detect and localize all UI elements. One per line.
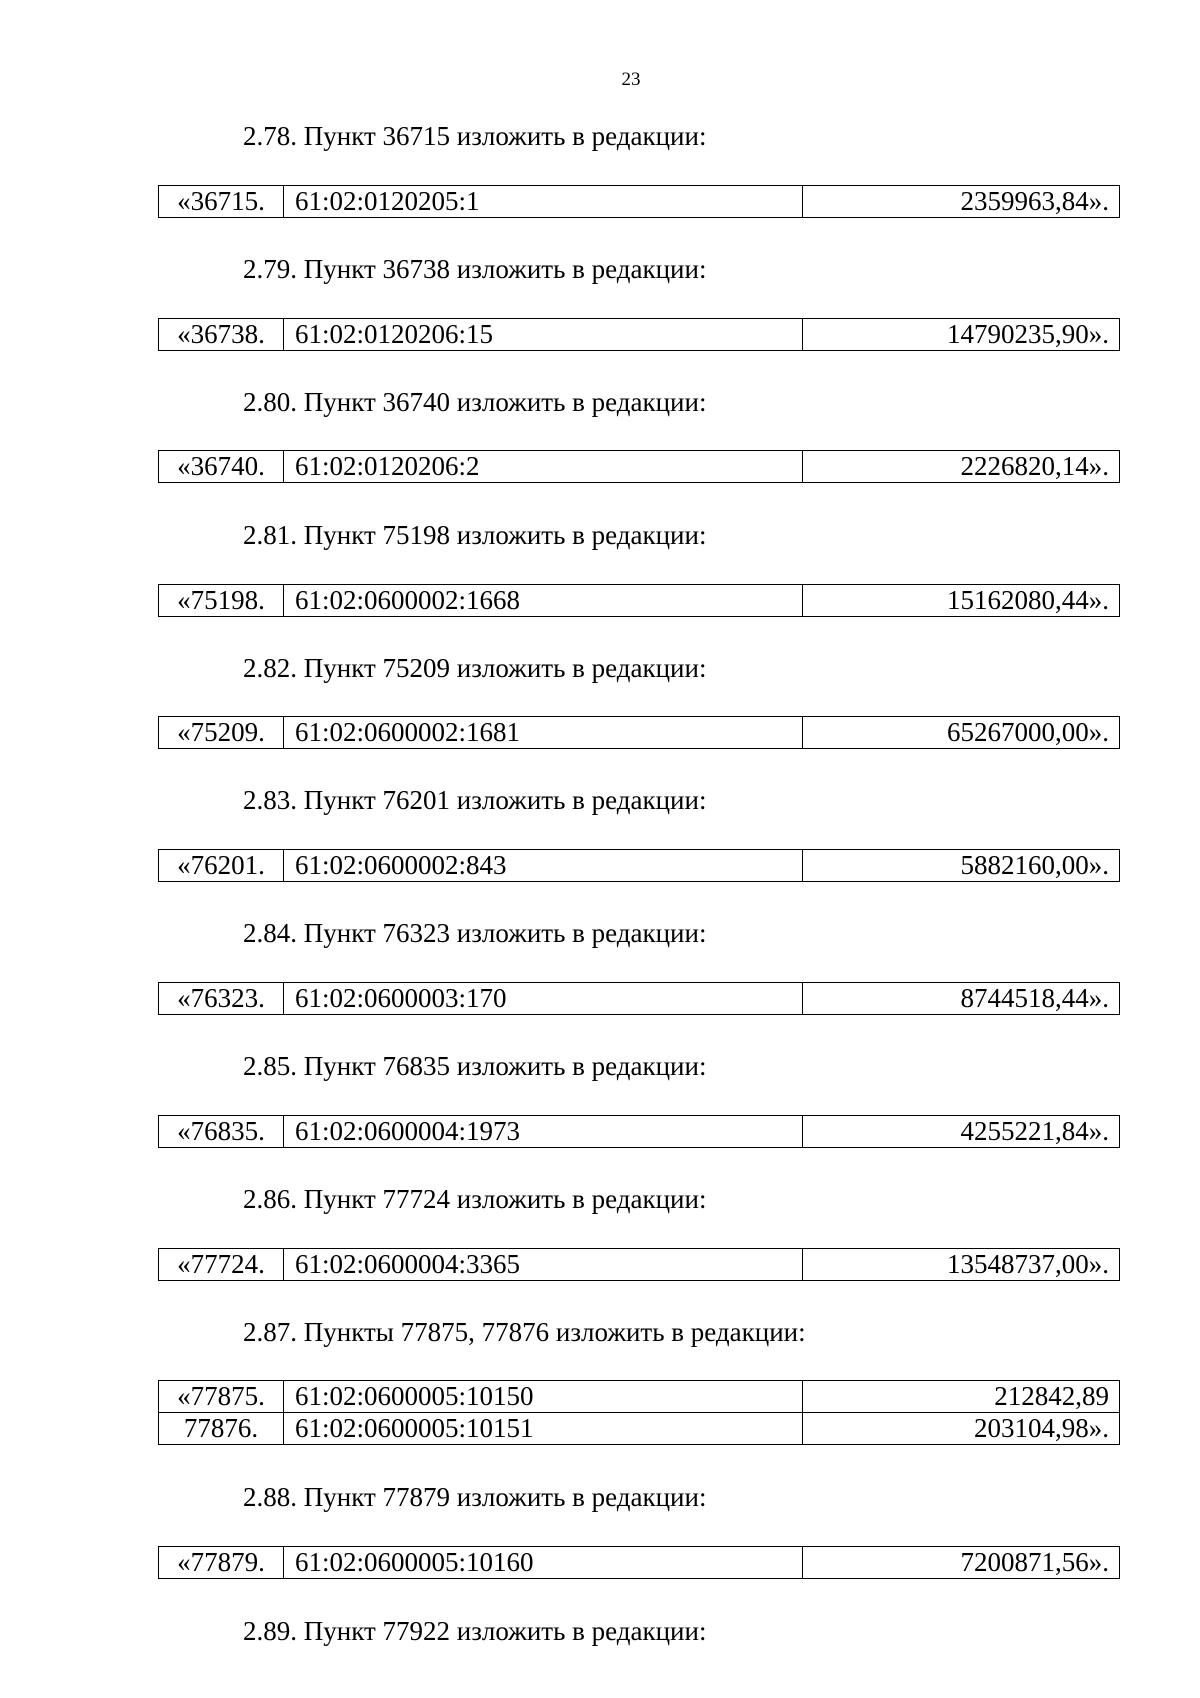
section-heading: 2.86. Пункт 77724 изложить в редакции: xyxy=(243,1184,707,1214)
item-number-cell: «36738. xyxy=(159,319,284,351)
section-heading: 2.89. Пункт 77922 изложить в редакции: xyxy=(243,1616,707,1646)
section-heading: 2.83. Пункт 76201 изложить в редакции: xyxy=(243,785,707,815)
item-number-cell: «77724. xyxy=(159,1249,284,1281)
cadastral-number-cell: 61:02:0600002:1681 xyxy=(284,717,803,749)
value-cell: 65267000,00». xyxy=(803,717,1120,749)
section-heading: 2.78. Пункт 36715 изложить в редакции: xyxy=(243,121,707,151)
entry-table xyxy=(158,318,1120,351)
cadastral-number-cell: 61:02:0120206:15 xyxy=(284,319,803,351)
cadastral-number-cell: 61:02:0600002:843 xyxy=(284,850,803,882)
item-number-cell: «75198. xyxy=(159,585,284,617)
cadastral-number-cell: 61:02:0600004:3365 xyxy=(284,1249,803,1281)
entry-table xyxy=(158,1115,1120,1148)
value-cell: 14790235,90». xyxy=(803,319,1120,351)
cadastral-number-cell: 61:02:0600004:1973 xyxy=(284,1116,803,1148)
table-row xyxy=(159,983,1120,1015)
item-number-cell: «36740. xyxy=(159,451,284,483)
item-number-cell: «77875. xyxy=(159,1381,284,1413)
section-heading: 2.85. Пункт 76835 изложить в редакции: xyxy=(243,1051,707,1081)
value-cell: 4255221,84». xyxy=(803,1116,1120,1148)
table-row xyxy=(159,585,1120,617)
table-row xyxy=(159,1249,1120,1281)
section-heading: 2.82. Пункт 75209 изложить в редакции: xyxy=(243,653,707,683)
cadastral-number-cell: 61:02:0120205:1 xyxy=(284,186,803,218)
table-row xyxy=(159,717,1120,749)
value-cell: 2359963,84». xyxy=(803,186,1120,218)
value-cell: 13548737,00». xyxy=(803,1249,1120,1281)
table-row xyxy=(159,1413,1120,1445)
value-cell: 5882160,00». xyxy=(803,850,1120,882)
value-cell: 2226820,14». xyxy=(803,451,1120,483)
entry-table xyxy=(158,1248,1120,1281)
cadastral-number-cell: 61:02:0600005:10150 xyxy=(284,1381,803,1413)
cadastral-number-cell: 61:02:0600005:10151 xyxy=(284,1413,803,1445)
value-cell: 203104,98». xyxy=(803,1413,1120,1445)
item-number-cell: «76201. xyxy=(159,850,284,882)
table-row xyxy=(159,850,1120,882)
cadastral-number-cell: 61:02:0600003:170 xyxy=(284,983,803,1015)
section-heading: 2.84. Пункт 76323 изложить в редакции: xyxy=(243,918,707,948)
item-number-cell: «76835. xyxy=(159,1116,284,1148)
entry-table xyxy=(158,450,1120,483)
entry-table xyxy=(158,185,1120,218)
item-number-cell: «36715. xyxy=(159,186,284,218)
table-row xyxy=(159,1116,1120,1148)
entry-table xyxy=(158,716,1120,749)
cadastral-number-cell: 61:02:0600005:10160 xyxy=(284,1547,803,1579)
section-heading: 2.79. Пункт 36738 изложить в редакции: xyxy=(243,254,707,284)
table-row xyxy=(159,451,1120,483)
entry-table xyxy=(158,1546,1120,1579)
section-heading: 2.87. Пункты 77875, 77876 изложить в редакции: xyxy=(243,1317,806,1347)
item-number-cell: «77879. xyxy=(159,1547,284,1579)
item-number-cell: «76323. xyxy=(159,983,284,1015)
section-heading: 2.88. Пункт 77879 изложить в редакции: xyxy=(243,1482,707,1512)
entry-table xyxy=(158,584,1120,617)
table-row xyxy=(159,186,1120,218)
item-number-cell: «75209. xyxy=(159,717,284,749)
table-row xyxy=(159,1547,1120,1579)
page-number: 23 xyxy=(621,69,641,90)
section-heading: 2.81. Пункт 75198 изложить в редакции: xyxy=(243,520,707,550)
cadastral-number-cell: 61:02:0600002:1668 xyxy=(284,585,803,617)
entry-table xyxy=(158,1380,1120,1445)
value-cell: 7200871,56». xyxy=(803,1547,1120,1579)
table-row xyxy=(159,1381,1120,1413)
cadastral-number-cell: 61:02:0120206:2 xyxy=(284,451,803,483)
table-row xyxy=(159,319,1120,351)
value-cell: 15162080,44». xyxy=(803,585,1120,617)
value-cell: 212842,89 xyxy=(803,1381,1120,1413)
item-number-cell: 77876. xyxy=(159,1413,284,1445)
entry-table xyxy=(158,849,1120,882)
value-cell: 8744518,44». xyxy=(803,983,1120,1015)
section-heading: 2.80. Пункт 36740 изложить в редакции: xyxy=(243,387,707,417)
entry-table xyxy=(158,982,1120,1015)
